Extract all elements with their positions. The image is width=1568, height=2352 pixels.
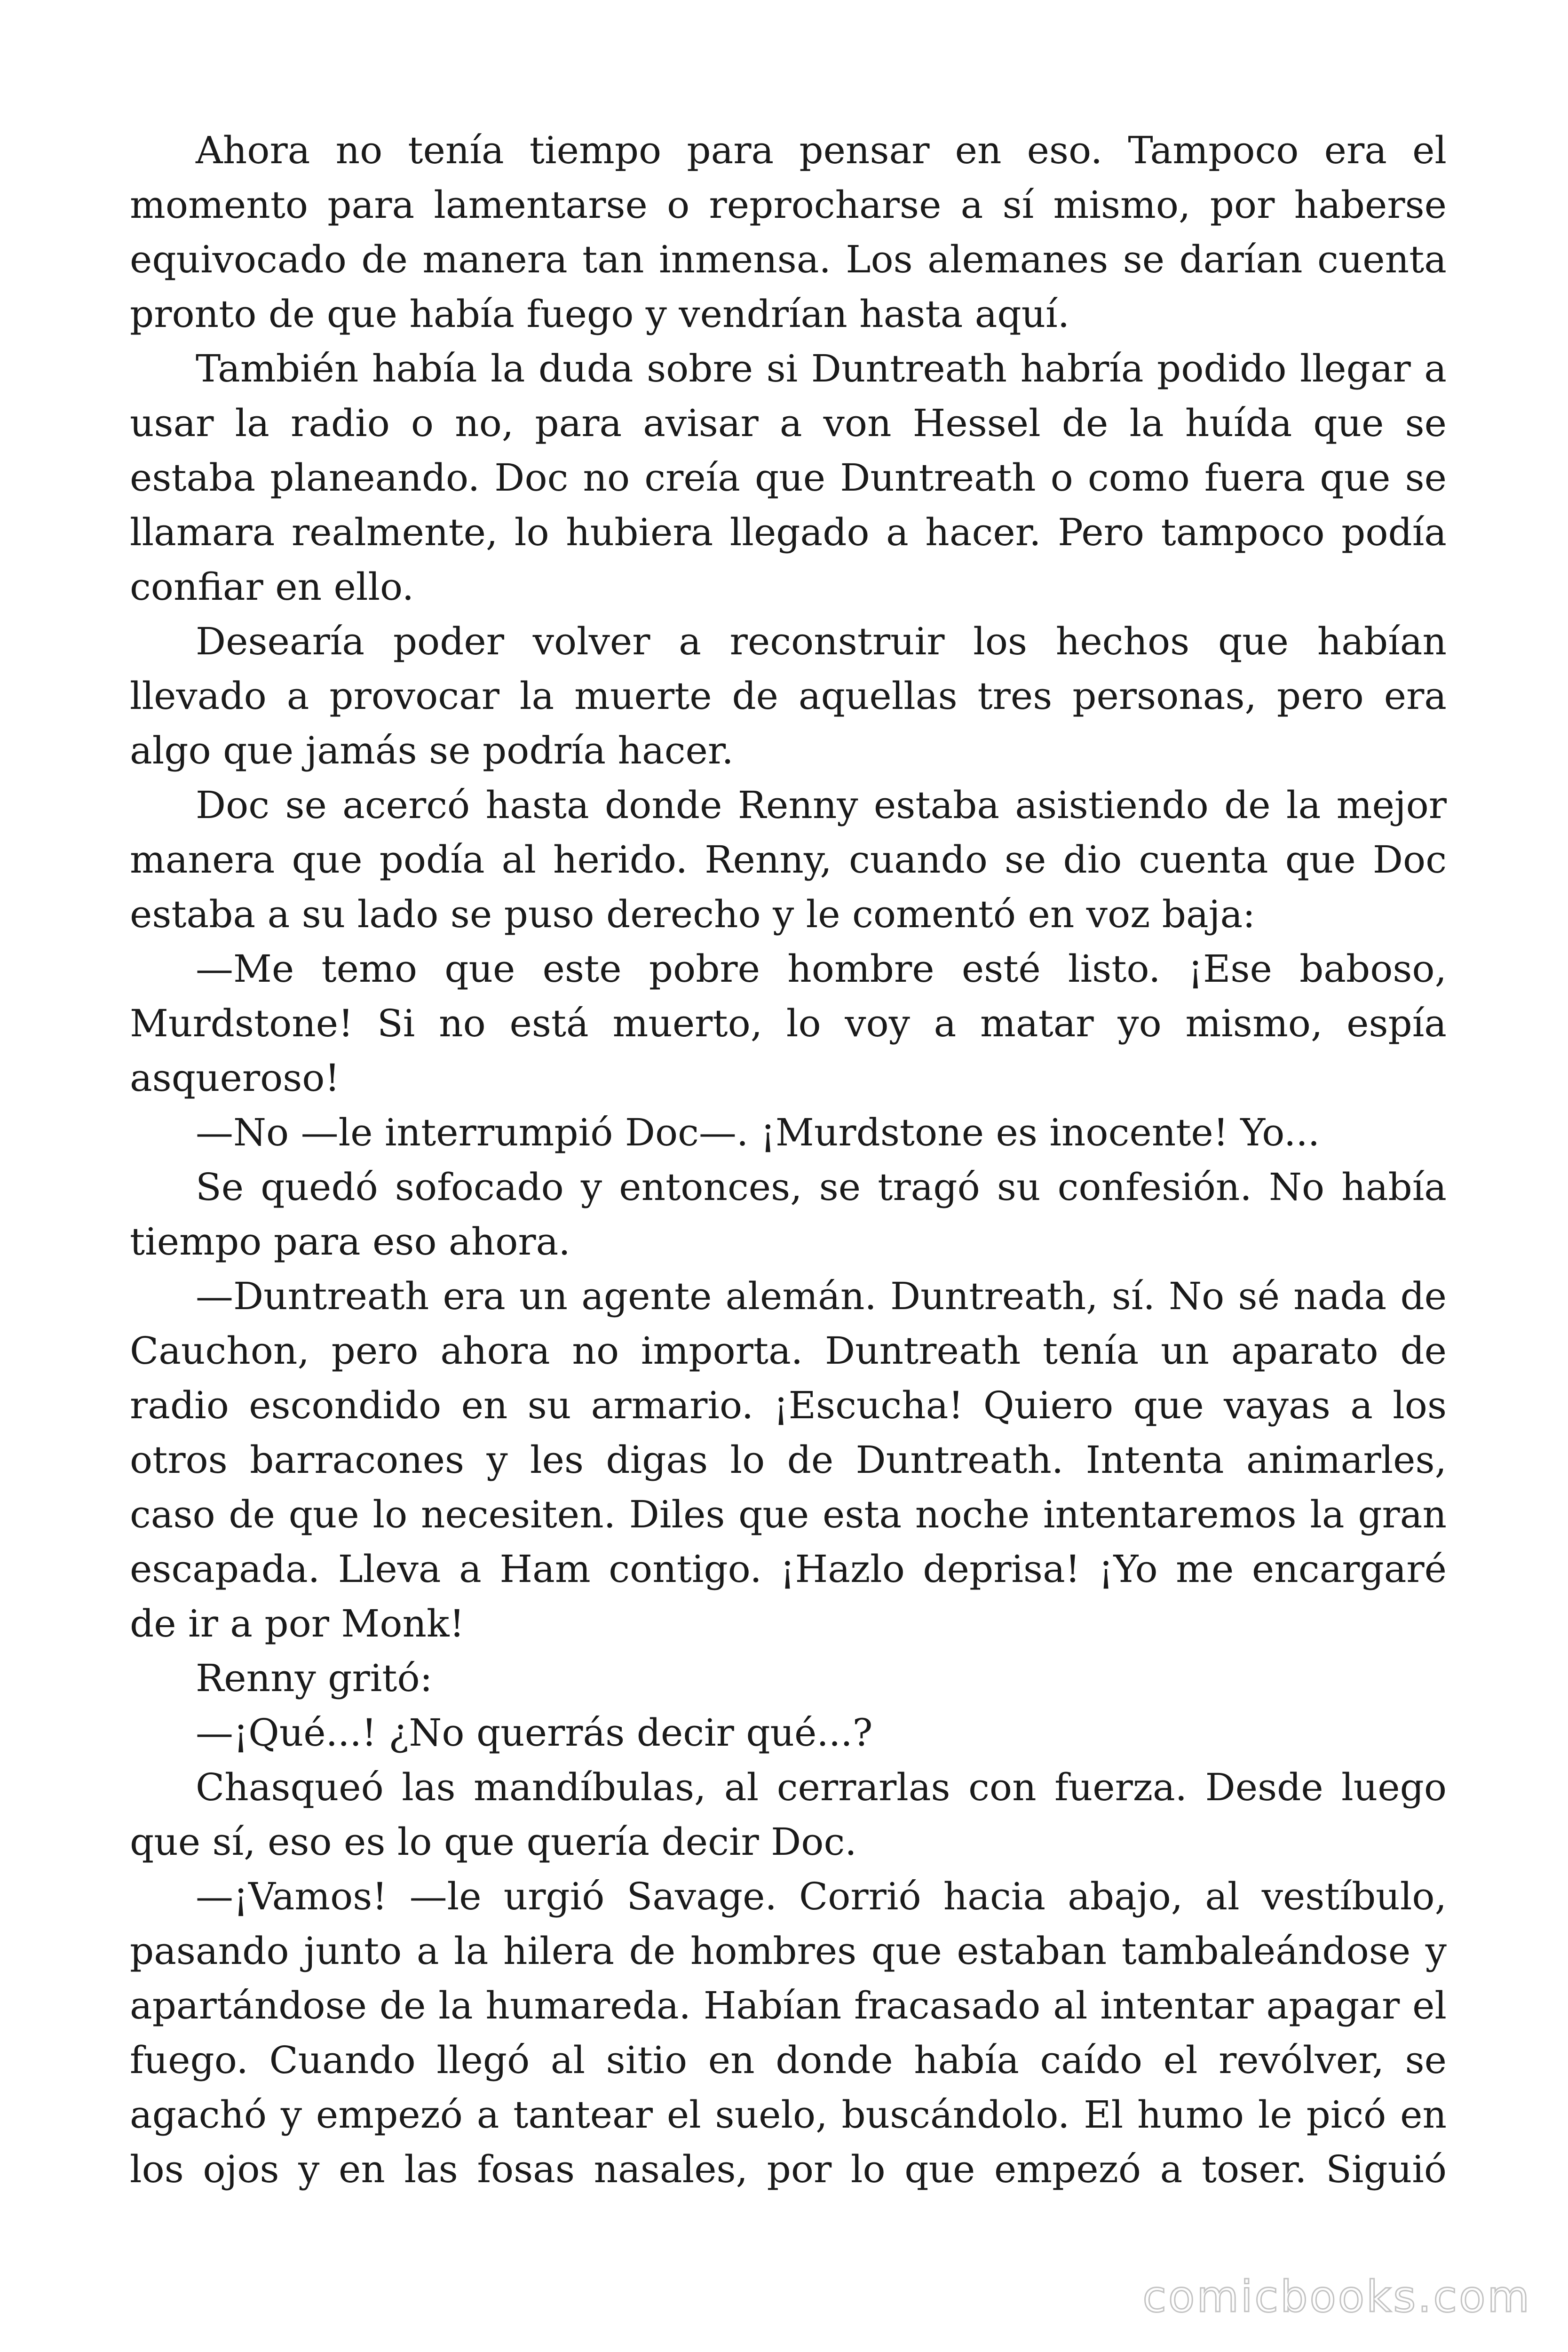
paragraph: —Duntreath era un agente alemán. Duntreath, sí. No sé nada de Cauchon, pero ahora no importa. Duntreath tenía un aparato de radio escondido en su armario. ¡Escucha! Quiero que vayas a los otros barracones y les digas lo de Duntreath. Intenta animarles, caso de que lo necesiten. Diles que esta noche intentaremos la gran escapada. Lleva a Ham contigo. ¡Hazlo deprisa! ¡Yo me encargaré de ir a por Monk!	[130, 1274, 1447, 1645]
paragraph: Doc se acercó hasta donde Renny estaba asistiendo de la mejor manera que podía al herido. Renny, cuando se dio cuenta que Doc estaba a su lado se puso derecho y le comentó en voz baja:	[130, 783, 1447, 936]
paragraph: Renny gritó:	[196, 1656, 433, 1700]
paragraph: —¡Qué...! ¿No querrás decir qué...?	[196, 1711, 873, 1755]
paragraph: Ahora no tenía tiempo para pensar en eso. Tampoco era el momento para lamentarse o reprocharse a sí mismo, por haberse equivocado de manera tan inmensa. Los alemanes se darían cuenta pronto de que había fuego y vendrían hasta aquí.	[130, 128, 1447, 336]
watermark: comicbooks.com	[1142, 2272, 1531, 2322]
paragraph: Chasqueó las mandíbulas, al cerrarlas con fuerza. Desde luego que sí, eso es lo que quería decir Doc.	[130, 1765, 1447, 1864]
paragraph: —No —le interrumpió Doc—. ¡Murdstone es inocente! Yo...	[196, 1111, 1320, 1154]
paragraph-continued: —¡Vamos! —le urgió Savage. Corrió hacia abajo, al vestíbulo, pasando junto a la hilera de hombres que estaban tambaleándose y apartándose de la humareda. Habían fracasado al intentar apagar el fuego. Cuando llegó al sitio en donde había caído el revólver, se agachó y empezó a tantear el suelo, buscándolo. El humo le picó en los ojos y en las fosas nasales, por lo que empezó a toser. Siguió	[130, 1875, 1447, 2191]
paragraph: Desearía poder volver a reconstruir los hechos que habían llevado a provocar la muerte de aquellas tres personas, pero era algo que jamás se podría hacer.	[130, 620, 1447, 772]
paragraph: —Me temo que este pobre hombre esté listo. ¡Ese baboso, Murdstone! Si no está muerto, lo voy a matar yo mismo, espía asqueroso!	[130, 947, 1447, 1100]
paragraph: Se quedó sofocado y entonces, se tragó su confesión. No había tiempo para eso ahora.	[130, 1165, 1447, 1263]
body-text	[130, 123, 1447, 2197]
paragraph: También había la duda sobre si Duntreath habría podido llegar a usar la radio o no, para avisar a von Hessel de la huída que se estaba planeando. Doc no creía que Duntreath o como fuera que se llamara realmente, lo hubiera llegado a hacer. Pero tampoco podía confiar en ello.	[130, 347, 1447, 609]
